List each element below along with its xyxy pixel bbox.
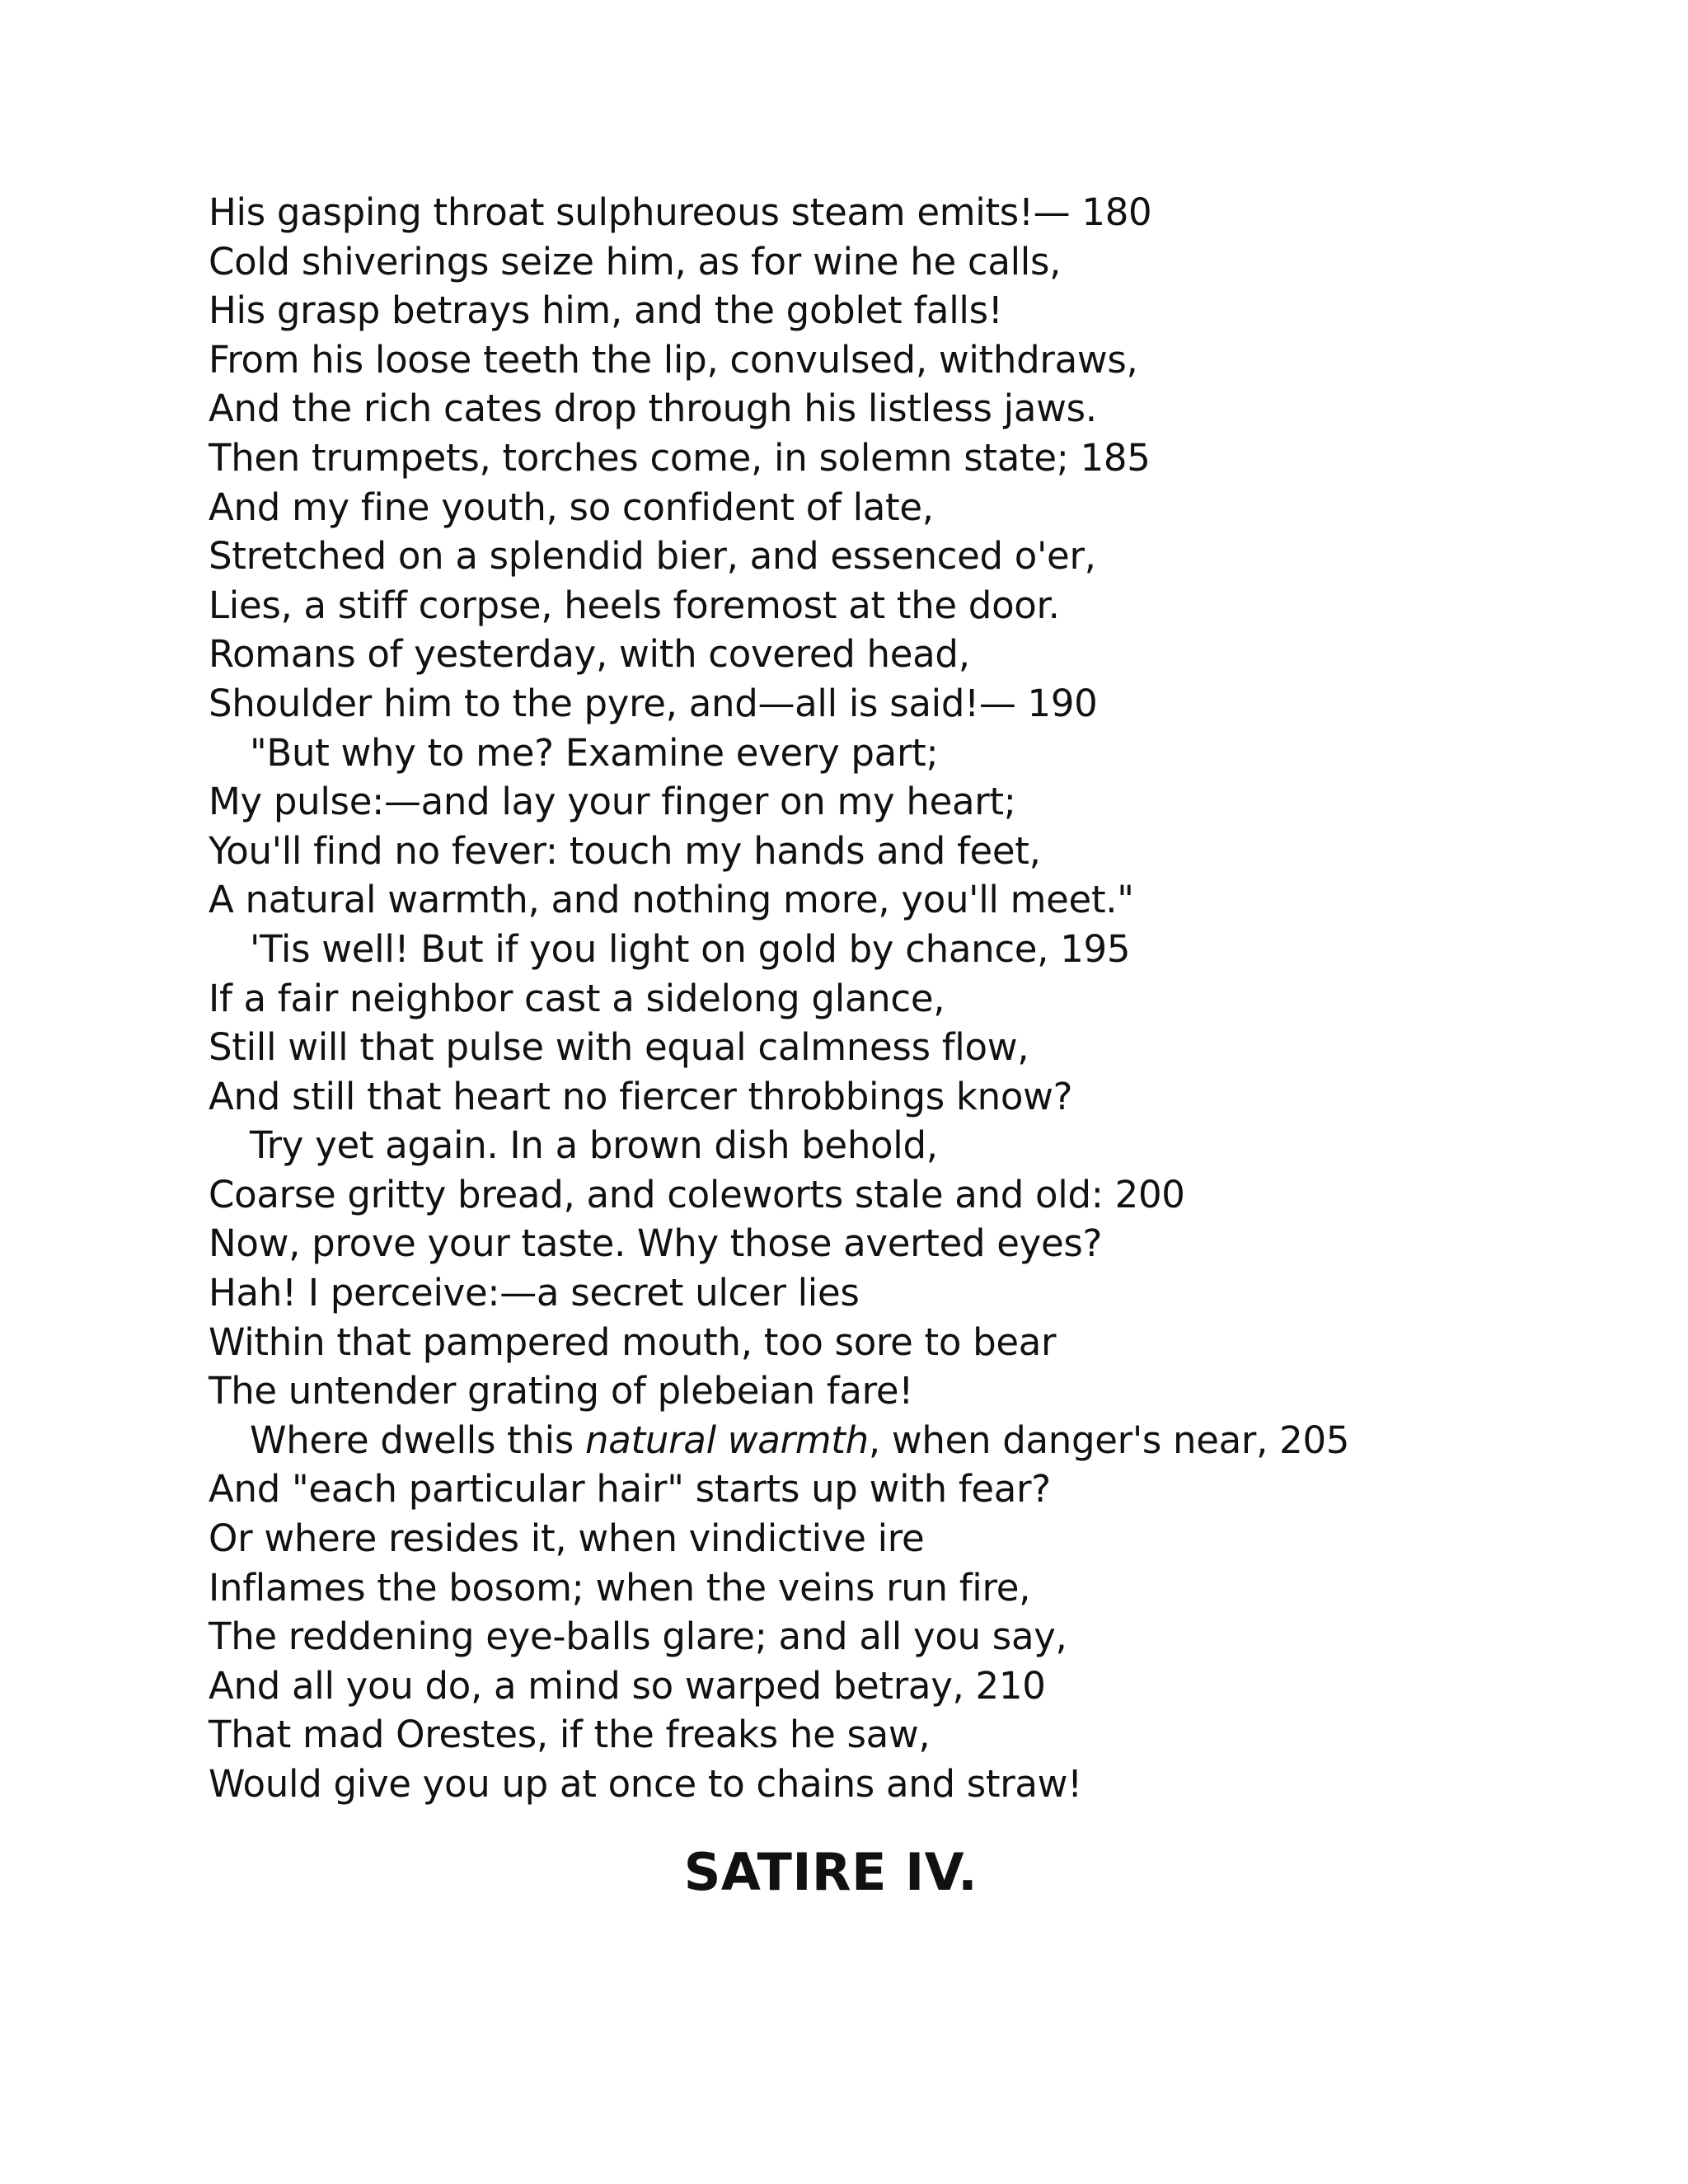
poem-line: Would give you up at once to chains and straw! [209,1762,1082,1806]
poem-line: My pulse:—and lay your finger on my heart; [209,780,1016,824]
poem-line: Try yet again. In a brown dish behold, [250,1123,938,1168]
poem-line: And the rich cates drop through his listless jaws. [209,387,1097,431]
document-page [209,188,1610,1809]
poem-line: Or where resides it, when vindictive ire [209,1516,925,1561]
poem-line: Romans of yesterday, with covered head, [209,632,970,677]
poem-line: That mad Orestes, if the freaks he saw, [209,1713,931,1757]
poem-line: Then trumpets, torches come, in solemn state; 185 [209,435,1151,480]
poem-line: Lies, a stiff corpse, heels foremost at the door. [209,583,1060,627]
poem-line: His grasp betrays him, and the goblet falls! [209,288,1003,333]
poem-line: From his loose teeth the lip, convulsed, withdraws, [209,337,1138,382]
poem-line: You'll find no fever: touch my hands and feet, [209,828,1041,873]
poem-line: Within that pampered mouth, too sore to bear [209,1319,1057,1364]
poem-line: And all you do, a mind so warped betray, 210 [209,1663,1046,1708]
poem-line: His gasping throat sulphureous steam emits!— 180 [209,190,1152,234]
poem-line: Coarse gritty bread, and coleworts stale and old: 200 [209,1172,1185,1216]
poem-line: "But why to me? Examine every part; [250,730,939,775]
poem-line: Hah! I perceive:—a secret ulcer lies [209,1271,860,1315]
poem-line: A natural warmth, and nothing more, you'll meet." [209,878,1134,922]
poem-line-text: , when danger's near, 205 [868,1418,1350,1462]
poem-line: 'Tis well! But if you light on gold by chance, 195 [250,926,1131,971]
poem-line: And "each particular hair" starts up with fear? [209,1467,1051,1511]
poem-line: Still will that pulse with equal calmness flow, [209,1025,1029,1070]
poem-line-emphasis: natural warmth [585,1418,869,1462]
poem-line: The reddening eye-balls glare; and all you say, [209,1615,1067,1659]
poem-line: Shoulder him to the pyre, and—all is said!— 190 [209,681,1098,725]
poem-line [209,1416,1610,1465]
section-heading: SATIRE IV. [683,1842,978,1902]
poem-text [209,188,1610,1809]
poem-line: And still that heart no fiercer throbbings know? [209,1074,1073,1118]
poem-line: Now, prove your taste. Why those averted eyes? [209,1221,1103,1266]
poem-line: Stretched on a splendid bier, and essenced o'er, [209,534,1096,579]
poem-line: If a fair neighbor cast a sidelong glance, [209,976,945,1020]
poem-line: Cold shiverings seize him, as for wine he calls, [209,239,1062,284]
poem-line: And my fine youth, so confident of late, [209,485,934,529]
poem-line-text: Where dwells this [250,1418,586,1462]
poem-line: The untender grating of plebeian fare! [209,1369,913,1413]
poem-line: Inflames the bosom; when the veins run fire, [209,1565,1031,1610]
